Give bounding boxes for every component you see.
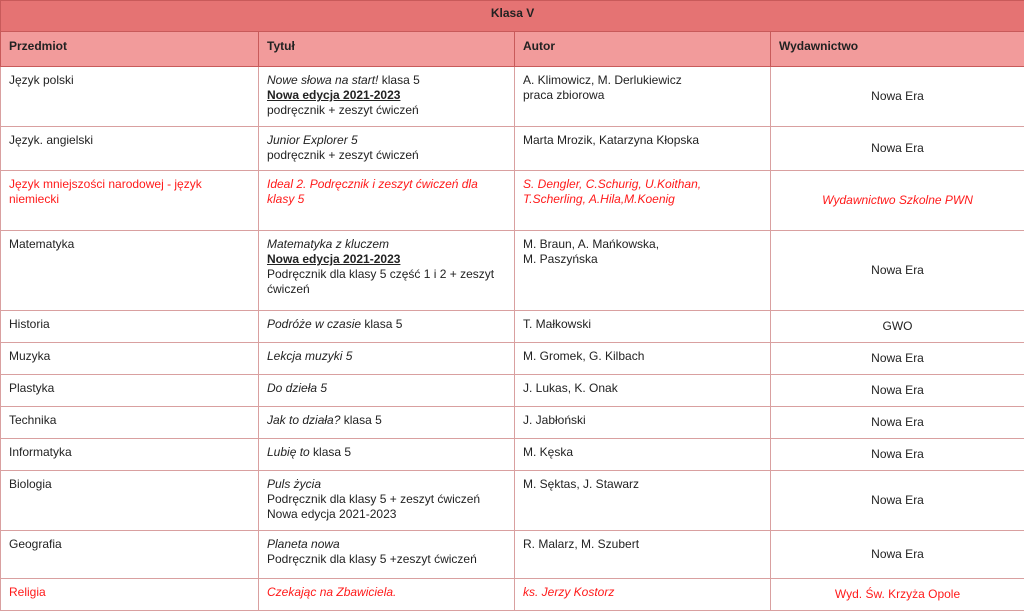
title-extra: Podręcznik dla klasy 5 + zeszyt ćwiczeń xyxy=(267,492,481,506)
title-italic: Czekając na Zbawiciela. xyxy=(267,585,397,599)
cell-publisher: Nowa Era xyxy=(771,471,1024,531)
cell-title xyxy=(259,67,515,127)
author-line: M. Paszyńska xyxy=(523,252,598,266)
cell-title xyxy=(259,375,515,407)
table-row xyxy=(1,67,1024,127)
author-line: R. Malarz, M. Szubert xyxy=(523,537,640,551)
cell-publisher: Nowa Era xyxy=(771,375,1024,407)
title-italic: Planeta nowa xyxy=(267,537,340,551)
title-extra: Podręcznik dla klasy 5 +zeszyt ćwiczeń xyxy=(267,552,477,566)
cell-subject: Technika xyxy=(1,407,259,439)
cell-publisher: Nowa Era xyxy=(771,67,1024,127)
table-row xyxy=(1,343,1024,375)
table-row xyxy=(1,579,1024,611)
title-suffix: klasa 5 xyxy=(309,445,352,459)
title-italic: Jak to działa? xyxy=(267,413,341,427)
title-line xyxy=(267,477,506,492)
cell-publisher: Nowa Era xyxy=(771,343,1024,375)
cell-title xyxy=(259,127,515,171)
author-line: Marta Mrozik, Katarzyna Kłopska xyxy=(523,133,700,147)
edition-label: Nowa edycja 2021-2023 xyxy=(267,252,401,266)
title-line xyxy=(267,177,506,207)
cell-publisher: Wydawnictwo Szkolne PWN xyxy=(771,171,1024,231)
cell-author xyxy=(515,127,771,171)
cell-title xyxy=(259,531,515,579)
cell-publisher: Nowa Era xyxy=(771,127,1024,171)
cell-author xyxy=(515,311,771,343)
cell-author xyxy=(515,171,771,231)
cell-publisher: Nowa Era xyxy=(771,407,1024,439)
table-row xyxy=(1,171,1024,231)
author-line: S. Dengler, C.Schurig, U.Koithan, T.Scherling, A.Hila,M.Koenig xyxy=(523,177,702,206)
title-italic: Nowe słowa na start! xyxy=(267,73,379,87)
title-suffix: klasa 5 xyxy=(361,317,403,331)
author-line: T. Małkowski xyxy=(523,317,592,331)
author-line: praca zbiorowa xyxy=(523,88,605,102)
cell-subject: Informatyka xyxy=(1,439,259,471)
title-line xyxy=(267,317,506,332)
title-line xyxy=(267,585,506,600)
title-line xyxy=(267,381,506,396)
title-extra: podręcznik + zeszyt ćwiczeń xyxy=(267,148,419,162)
author-line: J. Jabłoński xyxy=(523,413,586,427)
cell-author xyxy=(515,579,771,611)
header-author: Autor xyxy=(515,32,771,67)
cell-subject: Matematyka xyxy=(1,231,259,311)
header-publisher: Wydawnictwo xyxy=(771,32,1024,67)
title-italic: Lubię to xyxy=(267,445,310,459)
edition-label: Nowa edycja 2021-2023 xyxy=(267,88,401,102)
title-italic: Junior Explorer 5 xyxy=(267,133,358,147)
table-row xyxy=(1,311,1024,343)
cell-author xyxy=(515,407,771,439)
table-body xyxy=(1,67,1024,611)
cell-title xyxy=(259,579,515,611)
title-line xyxy=(267,349,506,364)
cell-publisher: Nowa Era xyxy=(771,231,1024,311)
cell-subject: Muzyka xyxy=(1,343,259,375)
cell-author xyxy=(515,471,771,531)
author-line: M. Sęktas, J. Stawarz xyxy=(523,477,640,491)
cell-publisher: GWO xyxy=(771,311,1024,343)
title-italic: Do dzieła 5 xyxy=(267,381,328,395)
cell-author xyxy=(515,231,771,311)
cell-title xyxy=(259,343,515,375)
table-row xyxy=(1,375,1024,407)
cell-subject: Język polski xyxy=(1,67,259,127)
cell-subject: Religia xyxy=(1,579,259,611)
author-line: J. Lukas, K. Onak xyxy=(523,381,618,395)
title-italic: Ideal 2. Podręcznik i zeszyt ćwiczeń dla klasy 5 xyxy=(267,177,478,206)
cell-publisher: Wyd. Św. Krzyża Opole xyxy=(771,579,1024,611)
title-line xyxy=(267,537,506,552)
author-line: M. Kęska xyxy=(523,445,574,459)
title-line xyxy=(267,413,506,428)
cell-subject: Historia xyxy=(1,311,259,343)
cell-title xyxy=(259,471,515,531)
cell-author xyxy=(515,531,771,579)
author-line: A. Klimowicz, M. Derlukiewicz xyxy=(523,73,682,87)
table-row xyxy=(1,231,1024,311)
cell-publisher: Nowa Era xyxy=(771,531,1024,579)
cell-subject: Język mniejszości narodowej - język niemiecki xyxy=(1,171,259,231)
cell-subject: Język. angielski xyxy=(1,127,259,171)
table-row xyxy=(1,531,1024,579)
cell-publisher: Nowa Era xyxy=(771,439,1024,471)
title-extra: podręcznik + zeszyt ćwiczeń xyxy=(267,103,419,117)
title-line xyxy=(267,237,506,252)
title-line xyxy=(267,133,506,148)
cell-author xyxy=(515,439,771,471)
cell-title xyxy=(259,311,515,343)
table-row xyxy=(1,407,1024,439)
table-row xyxy=(1,471,1024,531)
title-line xyxy=(267,445,506,460)
author-line: ks. Jerzy Kostorz xyxy=(523,585,615,599)
cell-author xyxy=(515,343,771,375)
cell-subject: Plastyka xyxy=(1,375,259,407)
table-title: Klasa V xyxy=(1,1,1024,32)
title-line xyxy=(267,73,506,88)
cell-author xyxy=(515,67,771,127)
cell-title xyxy=(259,407,515,439)
title-extra: Podręcznik dla klasy 5 część 1 i 2 + zeszyt ćwiczeń xyxy=(267,267,495,296)
author-line: M. Gromek, G. Kilbach xyxy=(523,349,645,363)
cell-subject: Geografia xyxy=(1,531,259,579)
table-row xyxy=(1,127,1024,171)
header-subject: Przedmiot xyxy=(1,32,259,67)
cell-title xyxy=(259,231,515,311)
title-suffix: klasa 5 xyxy=(340,413,382,427)
title-italic: Podróże w czasie xyxy=(267,317,362,331)
cell-subject: Biologia xyxy=(1,471,259,531)
title-suffix: klasa 5 xyxy=(378,73,420,87)
cell-author xyxy=(515,375,771,407)
title-italic: Lekcja muzyki 5 xyxy=(267,349,353,363)
table-row xyxy=(1,439,1024,471)
title-extra: Nowa edycja 2021-2023 xyxy=(267,507,397,521)
author-line: M. Braun, A. Mańkowska, xyxy=(523,237,660,251)
cell-title xyxy=(259,171,515,231)
title-italic: Matematyka z kluczem xyxy=(267,237,390,251)
cell-title xyxy=(259,439,515,471)
title-italic: Puls życia xyxy=(267,477,322,491)
header-title: Tytuł xyxy=(259,32,515,67)
